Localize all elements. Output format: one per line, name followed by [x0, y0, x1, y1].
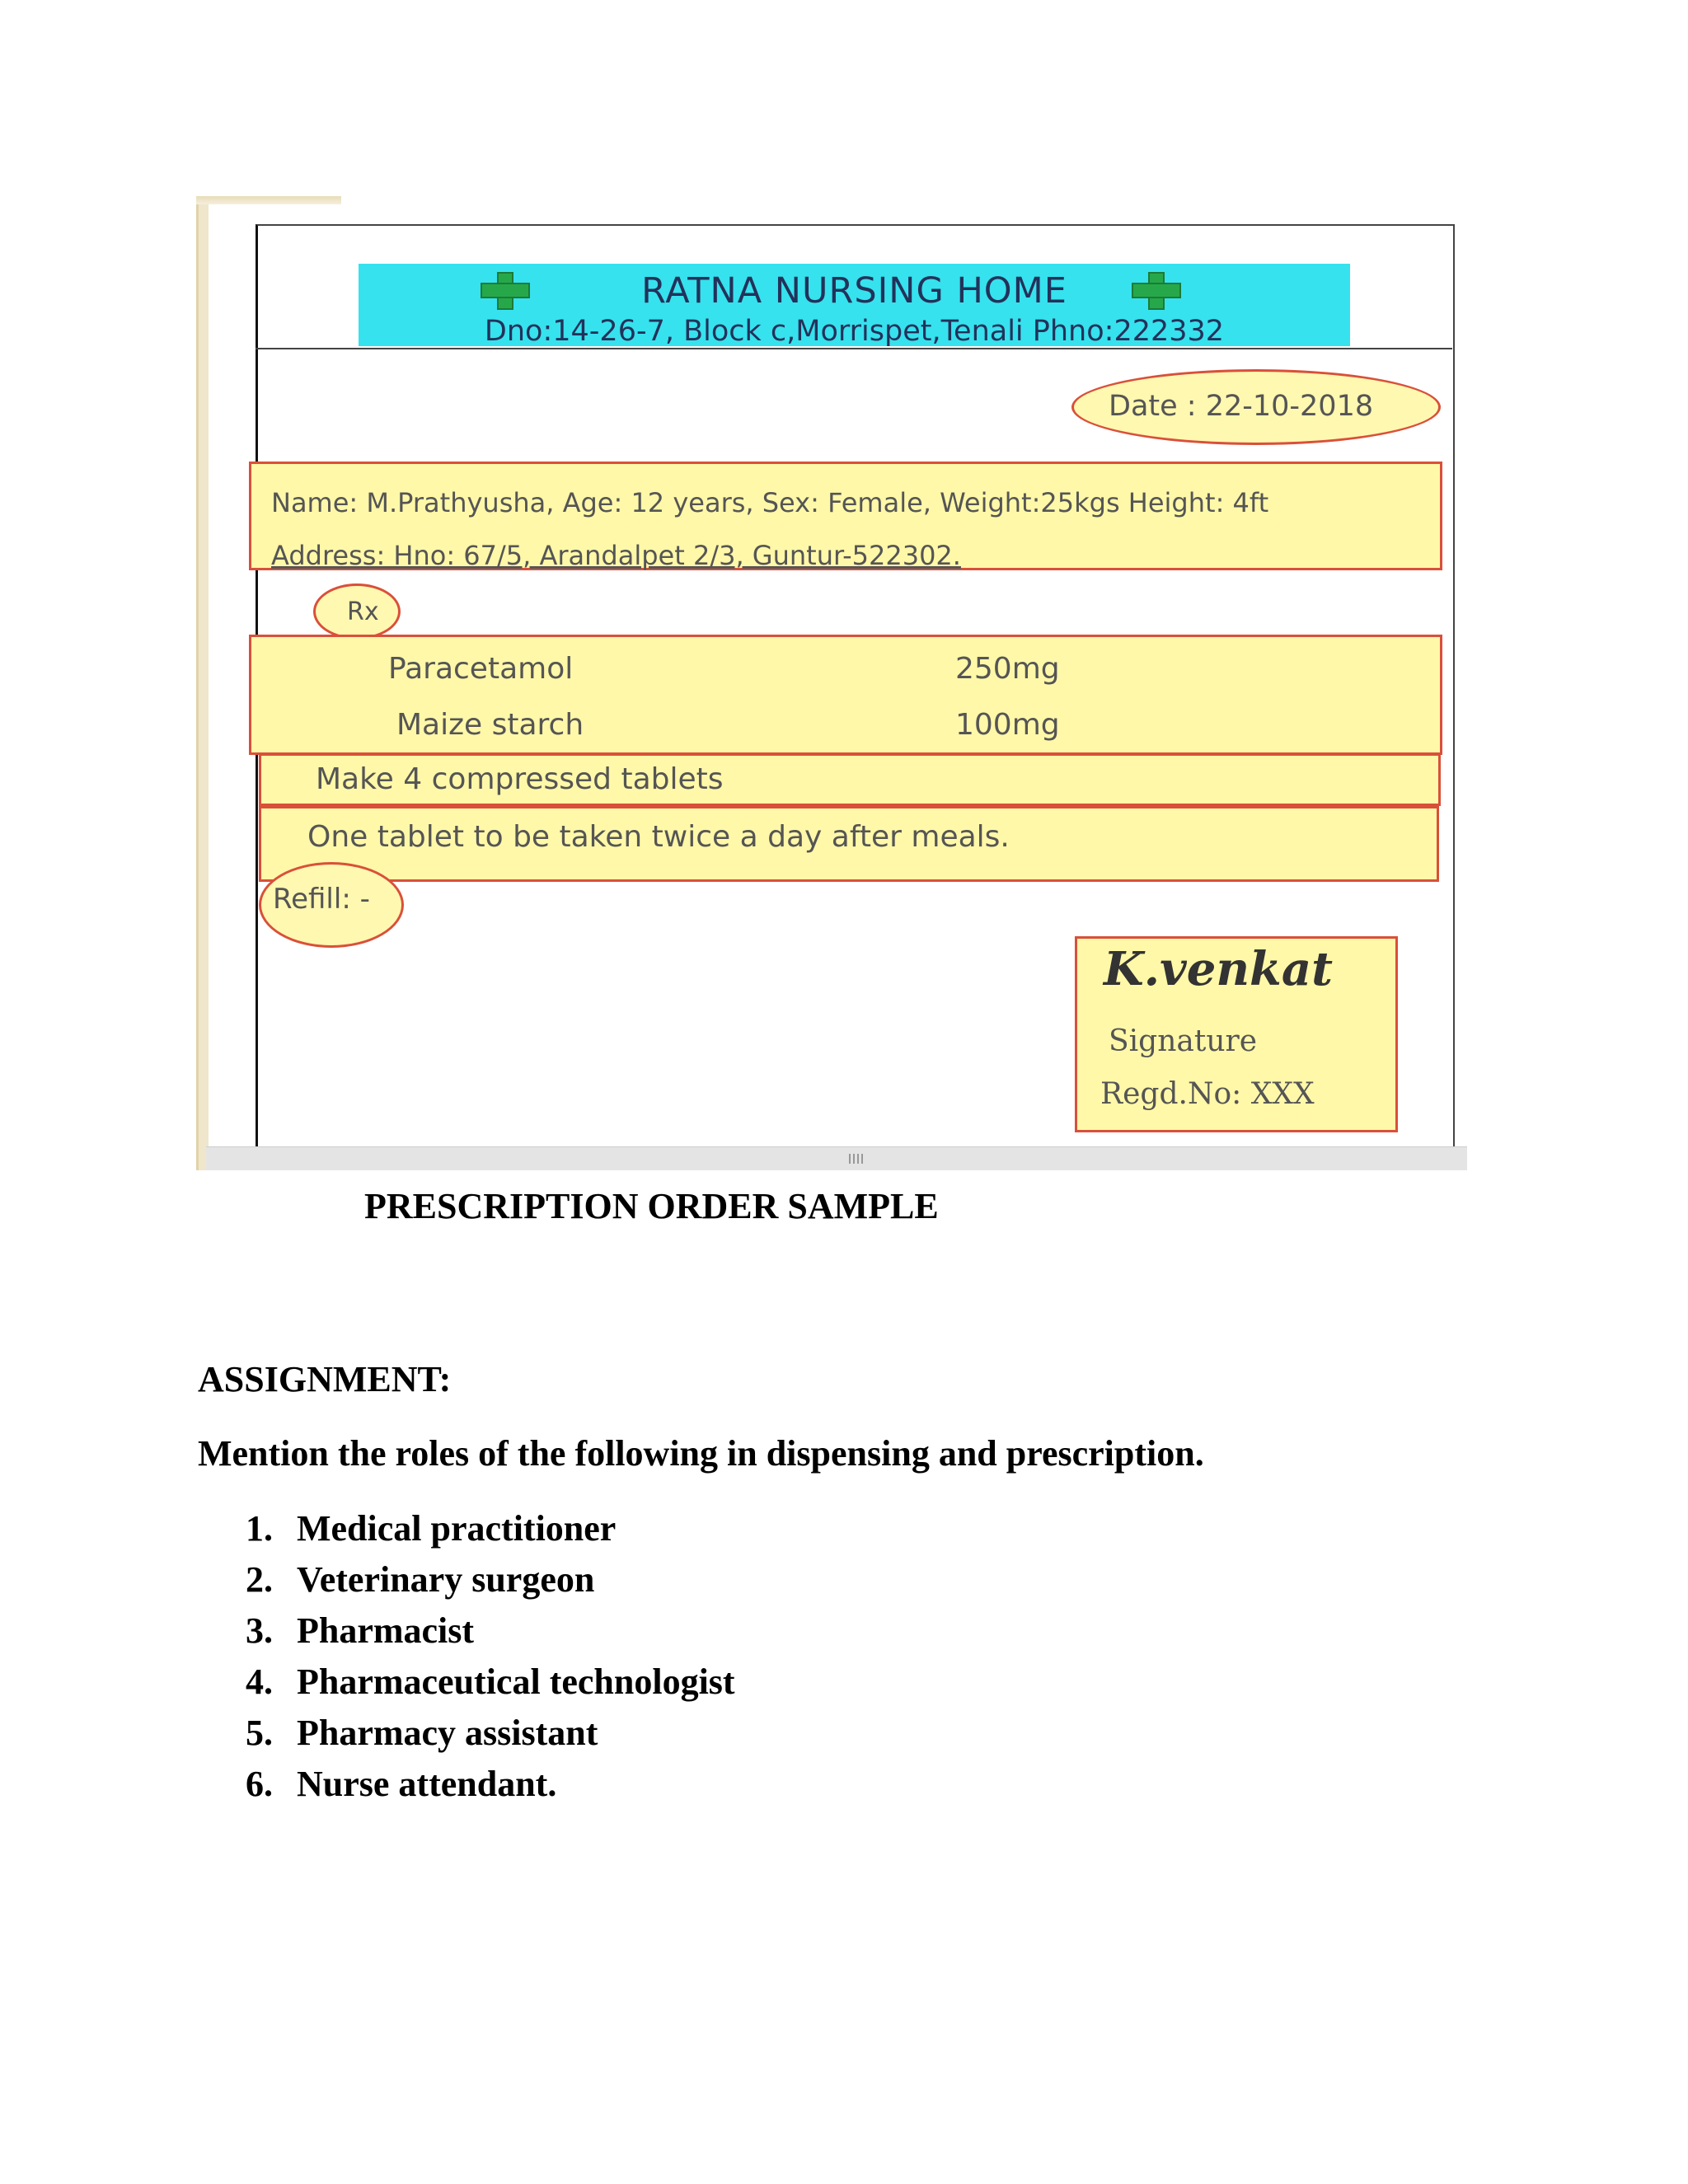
list-number: 2. [246, 1559, 273, 1600]
list-item [246, 1605, 735, 1657]
list-text: Pharmacist [297, 1610, 475, 1651]
list-text: Nurse attendant. [297, 1764, 557, 1804]
list-item [246, 1657, 735, 1708]
medical-cross-icon [1132, 272, 1181, 310]
hospital-name: RATNA NURSING HOME [641, 270, 1067, 312]
registration-number: Regd.No: XXX [1100, 1077, 1315, 1111]
dosage-instruction: One tablet to be taken twice a day after meals. [307, 820, 1010, 854]
assignment-question: Mention the roles of the following in dispensing and prescription. [198, 1433, 1204, 1474]
medicine-name: Maize starch [396, 708, 584, 742]
list-number: 1. [246, 1508, 273, 1549]
list-item [246, 1708, 735, 1759]
make-instruction-box [259, 753, 1441, 806]
patient-details-box [249, 462, 1442, 570]
hospital-address: Dno:14-26-7, Block c,Morrispet,Tenali Phno:222332 [484, 315, 1225, 348]
rx-oval [313, 583, 401, 640]
figure-caption: PRESCRIPTION ORDER SAMPLE [364, 1186, 939, 1226]
figure-left-edge [196, 196, 209, 1170]
list-text: Veterinary surgeon [297, 1559, 595, 1600]
medicine-dose: 250mg [955, 652, 1060, 686]
medicine-name: Paracetamol [388, 652, 574, 686]
hospital-banner [359, 264, 1350, 346]
medicine-dose: 100mg [955, 708, 1060, 742]
list-item [246, 1503, 735, 1554]
header-divider [256, 348, 1452, 349]
prescription-figure [196, 196, 1467, 1170]
list-number: 3. [246, 1610, 273, 1651]
signature-box [1075, 936, 1398, 1132]
refill: Refill: - [273, 883, 370, 916]
figure-corner-edge [196, 196, 341, 204]
date-oval [1071, 369, 1441, 445]
patient-address: Address: Hno: 67/5, Arandalpet 2/3, Guntur-522302. [271, 540, 961, 571]
patient-line: Name: M.Prathyusha, Age: 12 years, Sex: Female, Weight:25kgs Height: 4ft [271, 487, 1269, 518]
make-instruction: Make 4 compressed tablets [316, 762, 724, 796]
list-item [246, 1759, 735, 1810]
roles-list [246, 1503, 735, 1810]
doctor-signature: K.venkat [1104, 942, 1334, 996]
list-number: 6. [246, 1764, 273, 1804]
list-number: 5. [246, 1713, 273, 1753]
prescription-date: Date : 22-10-2018 [1109, 390, 1374, 423]
medicines-box [249, 635, 1442, 755]
rx-symbol: Rx [347, 598, 379, 626]
refill-oval [259, 862, 404, 948]
list-text: Pharmacy assistant [297, 1713, 598, 1753]
list-item [246, 1554, 735, 1605]
list-number: 4. [246, 1661, 273, 1702]
signature-label: Signature [1109, 1024, 1258, 1058]
assignment-heading: ASSIGNMENT: [198, 1359, 452, 1399]
list-text: Pharmaceutical technologist [297, 1661, 735, 1702]
list-text: Medical practitioner [297, 1508, 617, 1549]
scroll-grip-icon[interactable] [849, 1154, 865, 1164]
horizontal-scrollbar[interactable] [206, 1146, 1467, 1170]
dosage-instruction-box [259, 806, 1439, 882]
